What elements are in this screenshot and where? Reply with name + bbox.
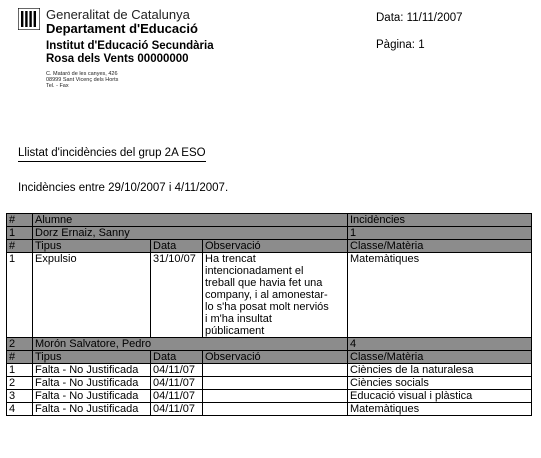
incident-row — [7, 390, 532, 403]
incident-observation — [203, 253, 348, 338]
incident-num: 4 — [7, 403, 33, 416]
incident-num: 1 — [7, 364, 33, 377]
incident-date: 04/11/07 — [151, 403, 203, 416]
student-row — [7, 338, 532, 351]
phone-fax-line: Tel. - Fax — [46, 83, 69, 89]
student-header: Alumne — [33, 214, 348, 227]
address-line: 08999 Sant Vicenç dels Horts — [46, 77, 119, 83]
incident-observation — [203, 403, 348, 416]
incident-type: Falta - No Justificada — [33, 390, 151, 403]
observation-line: lo s'ha posat molt nerviós — [205, 301, 329, 313]
incident-type: Falta - No Justificada — [33, 377, 151, 390]
incident-class: Matemàtiques — [348, 253, 532, 338]
type-header: Tipus — [33, 351, 151, 364]
address-line: C. Mataró de les canyes, 426 — [46, 71, 118, 77]
incident-observation — [203, 377, 348, 390]
detail-num-header: # — [7, 351, 33, 364]
incident-num: 2 — [7, 377, 33, 390]
student-num: 1 — [7, 227, 33, 240]
incident-num: 1 — [7, 253, 33, 338]
report-title: Llistat d'incidències del grup 2A ESO — [18, 147, 206, 162]
detail-header-row — [7, 240, 532, 253]
incident-count: 4 — [348, 338, 532, 351]
incident-count: 1 — [348, 227, 532, 240]
student-name: Dorz Ernaiz, Sanny — [33, 227, 348, 240]
department-name: Departament d'Educació — [46, 21, 198, 36]
incident-row — [7, 403, 532, 416]
incident-class: Ciències socials — [348, 377, 532, 390]
incident-type: Expulsio — [33, 253, 151, 338]
incident-type: Falta - No Justificada — [33, 403, 151, 416]
observation-line: i m'ha insultat — [205, 313, 272, 325]
school-name: Rosa dels Vents 00000000 — [46, 53, 189, 65]
incident-class: Ciències de la naturalesa — [348, 364, 532, 377]
incident-date: 04/11/07 — [151, 364, 203, 377]
incident-row — [7, 253, 532, 338]
date-header: Data — [151, 240, 203, 253]
observation-line: company, i al amonestar- — [205, 289, 328, 301]
incidents-table — [6, 213, 532, 416]
observation-line: treball que havia fet una — [205, 277, 323, 289]
report-date: Data: 11/11/2007 — [376, 12, 463, 24]
table-header-row — [7, 214, 532, 227]
class-header: Classe/Matèria — [348, 351, 532, 364]
incident-class: Matemàtiques — [348, 403, 532, 416]
incident-row — [7, 364, 532, 377]
incident-row — [7, 377, 532, 390]
observation-line: intencionadament el — [205, 265, 304, 277]
incidents-header: Incidències — [348, 214, 532, 227]
incident-class: Educació visual i plàstica — [348, 390, 532, 403]
incident-date: 31/10/07 — [151, 253, 203, 338]
incident-num: 3 — [7, 390, 33, 403]
class-header: Classe/Matèria — [348, 240, 532, 253]
student-num: 2 — [7, 338, 33, 351]
incident-observation — [203, 390, 348, 403]
detail-header-row — [7, 351, 532, 364]
incident-date: 04/11/07 — [151, 377, 203, 390]
student-name: Morón Salvatore, Pedro — [33, 338, 348, 351]
num-header: # — [7, 214, 33, 227]
generalitat-logo-icon — [18, 8, 40, 30]
org-name: Generalitat de Catalunya — [46, 7, 190, 22]
date-header: Data — [151, 351, 203, 364]
observation-header: Observació — [203, 240, 348, 253]
student-row — [7, 227, 532, 240]
incident-type: Falta - No Justificada — [33, 364, 151, 377]
detail-num-header: # — [7, 240, 33, 253]
page-number: Pàgina: 1 — [376, 39, 425, 51]
observation-line: públicament — [205, 325, 265, 337]
incident-date: 04/11/07 — [151, 390, 203, 403]
date-range: Incidències entre 29/10/2007 i 4/11/2007. — [18, 182, 229, 194]
incident-observation — [203, 364, 348, 377]
type-header: Tipus — [33, 240, 151, 253]
observation-line: Ha trencat — [205, 253, 256, 265]
observation-header: Observació — [203, 351, 348, 364]
school-type: Institut d'Educació Secundària — [46, 40, 214, 52]
